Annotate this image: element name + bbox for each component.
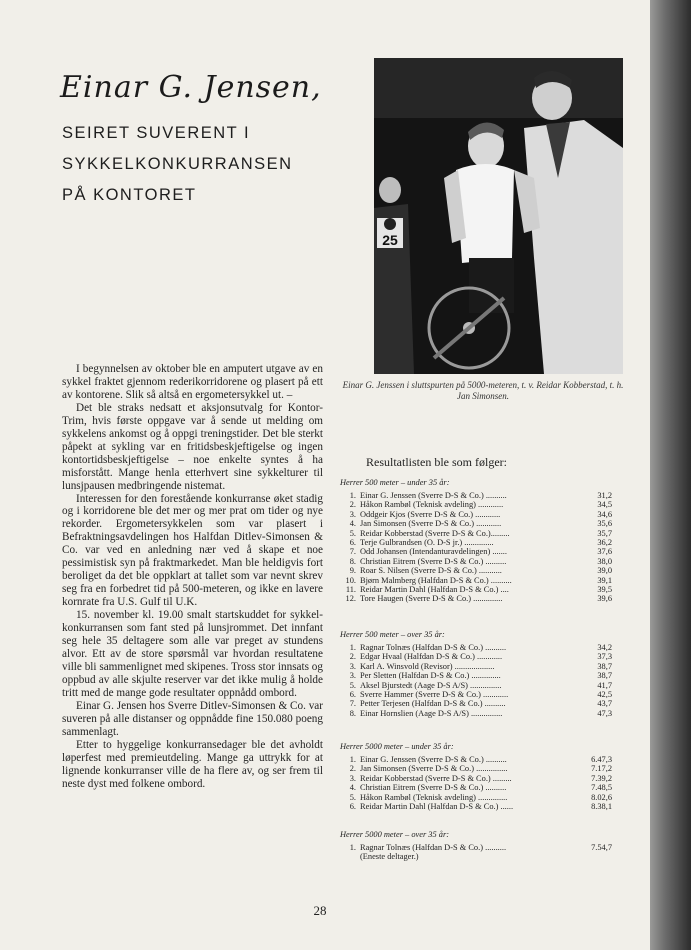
result-name: Reidar Martin Dahl (Halfdan D-S & Co.) ...... — [360, 801, 514, 811]
result-rank: 3. — [349, 661, 356, 671]
result-time: 39,5 — [597, 584, 612, 594]
article-headline — [62, 118, 342, 211]
result-rank: 1. — [349, 491, 356, 500]
result-name: Odd Johansen (Intendanturavdelingen) ....... — [360, 547, 507, 557]
result-time: 43,7 — [597, 699, 612, 709]
body-paragraph: Etter to hyggelige konkurransedager ble det avholdt løperfest med premieutdeling. Mange ga uttrykk for at lignende konkurranser ville de ha flere av, og ser frem til neste dyst med folkene ombord. — [62, 738, 323, 790]
result-row — [340, 671, 612, 680]
result-rank: 1. — [349, 755, 356, 764]
result-row — [340, 529, 612, 538]
result-rank: 4. — [349, 519, 356, 529]
result-time: 34,6 — [597, 509, 612, 519]
result-name: Oddgeir Kjos (Sverre D-S & Co.) ............ — [360, 509, 501, 519]
result-time: 39,1 — [597, 575, 612, 585]
result-time: 38,0 — [597, 556, 612, 566]
result-row — [340, 652, 612, 661]
result-row — [340, 699, 612, 708]
headline-line: PÅ KONTORET — [62, 186, 197, 204]
result-time: 35,7 — [597, 528, 612, 538]
result-row — [340, 764, 612, 773]
headline-line: SEIRET SUVERENT I — [62, 124, 251, 142]
result-rank: 9. — [349, 566, 356, 576]
result-rank: 5. — [349, 792, 356, 802]
result-row — [340, 662, 612, 671]
results-section-5000-under-35 — [340, 742, 612, 811]
result-row — [340, 547, 612, 556]
result-rank: 12. — [345, 594, 356, 604]
result-name: Sverre Hammer (Sverre D-S & Co.) ............ — [360, 689, 509, 699]
result-time: 34,5 — [597, 500, 612, 510]
result-name: Einar G. Jenssen (Sverre D-S & Co.) .......... — [360, 755, 507, 764]
result-row — [340, 576, 612, 585]
result-row — [340, 690, 612, 699]
result-rank: 2. — [349, 500, 356, 510]
result-time: 31,2 — [597, 491, 612, 500]
result-rank: 2. — [349, 764, 356, 774]
result-rank: 8. — [349, 708, 356, 718]
result-rank: 5. — [349, 528, 356, 538]
result-time: 42,5 — [597, 689, 612, 699]
result-rank: 10. — [345, 575, 356, 585]
result-time: 7.48,5 — [591, 783, 612, 793]
result-time: 8.38,1 — [591, 801, 612, 811]
result-name: Karl A. Winsvold (Revisor) ................... — [360, 661, 495, 671]
result-row — [340, 491, 612, 500]
result-name: Christian Eitrem (Sverre D-S & Co.) .......... — [360, 783, 507, 793]
result-name: Roar S. Nilsen (Sverre D-S & Co.) ........... — [360, 566, 502, 576]
result-rank: 7. — [349, 699, 356, 709]
result-time: 7.17,2 — [591, 764, 612, 774]
result-rank: 11. — [345, 584, 356, 594]
body-paragraph: Einar G. Jensen hos Sverre Ditlev-Simonsen & Co. var suveren på alle distanser og oppnådde fine 150.080 poeng sammenlagt. — [62, 699, 323, 738]
result-time: 47,3 — [597, 708, 612, 718]
result-name: Reidar Kobberstad (Sverre D-S & Co.) ......... — [360, 773, 512, 783]
result-rank: 2. — [349, 652, 356, 662]
result-rank: 6. — [349, 537, 356, 547]
result-rank: 1. — [349, 643, 356, 652]
results-title: Resultatlisten ble som følger: — [366, 455, 507, 469]
result-row — [340, 538, 612, 547]
result-rank: 8. — [349, 556, 356, 566]
result-name: Håkon Rambøl (Teknisk avdeling) ............ — [360, 500, 504, 510]
result-name: Einar Hornslien (Aage D-S A/S) ............... — [360, 708, 503, 718]
result-row — [340, 519, 612, 528]
result-row — [340, 793, 612, 802]
result-name: Christian Eitrem (Sverre D-S & Co.) .......... — [360, 556, 507, 566]
result-row — [340, 510, 612, 519]
body-paragraph: 15. november kl. 19.00 smalt startskuddet for sykkel-konkurransen som fant sted på lunsjrommet. Det innfant seg hele 35 deltagere som alle var preget av stundens alvor. Ett av de store spørsmål var hvordan resultatene ville bli sammenlignet med skipenes. Tross stor innsats og oppbud av alle skjulte reserver var det ikke mulig å holde tritt med de mange gode resultater oppnådd ombord. — [62, 609, 323, 699]
body-paragraph: I begynnelsen av oktober ble en amputert utgave av en sykkel fraktet gjennom rederikorridorene og plasert på ett av kontorene. Slik så altså en ergometersykkel ut. – — [62, 363, 323, 401]
result-name: Per Sletten (Halfdan D-S & Co.) .............. — [360, 671, 501, 681]
result-row — [340, 755, 612, 764]
result-rank: 1. — [349, 843, 356, 852]
result-name: Reidar Martin Dahl (Halfdan D-S & Co.) .... — [360, 584, 509, 594]
body-paragraph: Det ble straks nedsatt et aksjonsutvalg for Kontor-Trim, hvis første oppgave var å sende ut melding om sykkelens ankomst og å oppgi treningstider. Det ble sterkt påpekt at sykling var en fritidsbeskjeftigelse og ingen kontortidsbeskjeftigelse – noe enkelte syntes å ha misforstått. Mange henla etterhvert sine sykkelturer til lunsjpausen medbringende nistemat. — [62, 401, 323, 492]
section-heading: Herrer 5000 meter – under 35 år: — [340, 742, 454, 751]
result-row — [340, 643, 612, 652]
result-name: Jan Simonsen (Sverre D-S & Co.) ............ — [360, 519, 502, 529]
cyclist-photo — [374, 58, 623, 374]
result-name: Einar G. Jenssen (Sverre D-S & Co.) .......... — [360, 491, 507, 500]
result-name: Håkon Rambøl (Teknisk avdeling) .............. — [360, 792, 508, 802]
result-rank: 3. — [349, 671, 356, 681]
bib-number: 25 — [382, 232, 398, 248]
result-time: 38,7 — [597, 671, 612, 681]
result-time: 35,6 — [597, 519, 612, 529]
result-time: 38,7 — [597, 661, 612, 671]
result-name: Petter Terjesen (Halfdan D-S & Co.) .......... — [360, 699, 506, 709]
result-rank: 3. — [349, 773, 356, 783]
result-name: Bjørn Malmberg (Halfdan D-S & Co.) .......... — [360, 575, 512, 585]
photo-illustration — [374, 58, 623, 374]
result-time: 6.47,3 — [591, 755, 612, 764]
headline-line: SYKKELKONKURRANSEN — [62, 155, 293, 173]
result-time: 7.54,7 — [591, 843, 612, 852]
result-row — [340, 802, 612, 811]
result-row — [340, 681, 612, 690]
result-name: Edgar Hvaal (Halfdan D-S & Co.) ............ — [360, 652, 503, 662]
result-row — [340, 709, 612, 718]
section-heading: Herrer 5000 meter – over 35 år: — [340, 830, 450, 839]
result-row — [340, 594, 612, 603]
result-row — [340, 783, 612, 792]
result-name: Tore Haugen (Sverre D-S & Co.) .............. — [360, 594, 503, 604]
result-name: Aksel Bjurstedt (Aage D-S A/S) ............... — [360, 680, 502, 690]
results-section-500-over-35 — [340, 630, 612, 718]
result-time: 37,3 — [597, 652, 612, 662]
result-time: 7.39,2 — [591, 773, 612, 783]
result-name: Ragnar Tolnæs (Halfdan D-S & Co.) .......... — [360, 843, 507, 852]
page-edge-shadow — [650, 0, 691, 950]
result-rank: 5. — [349, 680, 356, 690]
section-heading: Herrer 500 meter – over 35 år: — [340, 630, 445, 639]
result-rank: 6. — [349, 689, 356, 699]
body-paragraph: Interessen for den forestående konkurranse øket stadig og i korridorene ble det mer og mer prat om tider og nye rekorder. Ergometersykkelen som var plasert i Befraktningsavdelingen hos Halfdan Ditlev-Simonsen & Co. var ved en anledning nær ved å skape et noe pessimistisk syn på fraktmarkedet. Man ble heldigvis fort beroliget da det ble oppklart at tallet som var nevnt skrev seg fra en forbedret tid på 500-meteren, og ikke en lavere kornrate fra U.S. Gulf til U.K. — [62, 492, 323, 609]
photo-caption: Einar G. Jenssen i sluttspurten på 5000-meteren, t. v. Reidar Kobberstad, t. h. Jan Simonsen. — [342, 380, 624, 401]
result-row — [340, 500, 612, 509]
page-number: 28 — [313, 903, 327, 918]
result-rank: 3. — [349, 509, 356, 519]
result-time: 41,7 — [597, 680, 612, 690]
result-rank: 4. — [349, 783, 356, 793]
result-name: Jan Simonsen (Sverre D-S & Co.) ............... — [360, 764, 508, 774]
result-name: Ragnar Tolnæs (Halfdan D-S & Co.) .......... — [360, 643, 507, 652]
result-rank: 7. — [349, 547, 356, 557]
results-section-5000-over-35 — [340, 830, 612, 862]
result-name: Terje Gulbrandsen (O. D-S jr.) .............. — [360, 537, 494, 547]
section-heading: Herrer 500 meter – under 35 år: — [340, 478, 450, 487]
result-time: 39,0 — [597, 566, 612, 576]
signature-heading: Einar G. Jensen, — [60, 70, 322, 105]
result-time: 8.02,6 — [591, 792, 612, 802]
result-time: 37,6 — [597, 547, 612, 557]
article-body — [62, 363, 323, 790]
result-row — [340, 774, 612, 783]
result-time: 34,2 — [597, 643, 612, 652]
result-name: Reidar Kobberstad (Sverre D-S & Co.)......... — [360, 528, 510, 538]
results-section-500-under-35 — [340, 478, 612, 604]
result-note: (Eneste deltager.) — [360, 852, 419, 862]
result-row — [340, 585, 612, 594]
result-rank: 6. — [349, 801, 356, 811]
result-row — [340, 843, 612, 852]
result-row — [340, 566, 612, 575]
result-time: 39,6 — [597, 594, 612, 604]
result-time: 36,2 — [597, 537, 612, 547]
result-row — [340, 557, 612, 566]
